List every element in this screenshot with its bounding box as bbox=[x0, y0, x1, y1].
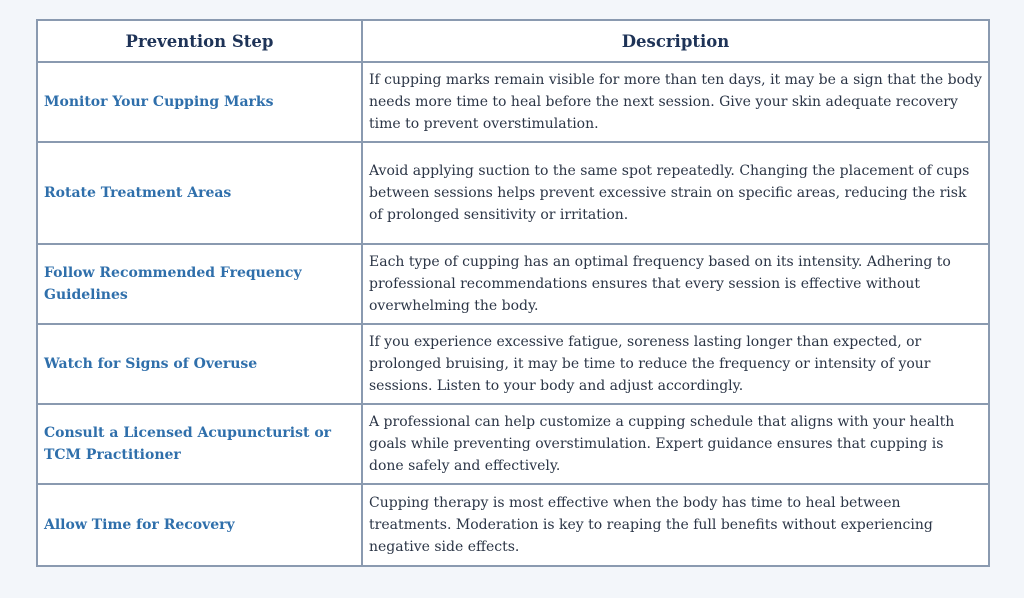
description-cell: If cupping marks remain visible for more than ten days, it may be a sign that the body needs more time to heal before the next session. Give your skin adequate recovery time to prevent overstimulation. bbox=[362, 62, 989, 142]
prevention-step-cell: Consult a Licensed Acupuncturist or TCM Practitioner bbox=[37, 404, 362, 484]
table-row bbox=[37, 244, 989, 324]
description-cell: Each type of cupping has an optimal frequency based on its intensity. Adhering to professional recommendations ensures that every session is effective without overwhelming the body. bbox=[362, 244, 989, 324]
prevention-step-cell: Allow Time for Recovery bbox=[37, 484, 362, 566]
prevention-step-cell: Rotate Treatment Areas bbox=[37, 142, 362, 244]
table-row bbox=[37, 484, 989, 566]
description-cell: Avoid applying suction to the same spot repeatedly. Changing the placement of cups between sessions helps prevent excessive strain on specific areas, reducing the risk of prolonged sensitivity or irritation. bbox=[362, 142, 989, 244]
table-header-row bbox=[37, 20, 989, 62]
table-row bbox=[37, 324, 989, 404]
prevention-step-cell: Watch for Signs of Overuse bbox=[37, 324, 362, 404]
header-description: Description bbox=[362, 20, 989, 62]
table-row bbox=[37, 404, 989, 484]
description-cell: If you experience excessive fatigue, soreness lasting longer than expected, or prolonged bruising, it may be time to reduce the frequency or intensity of your sessions. Listen to your body and adjust accordingly. bbox=[362, 324, 989, 404]
description-cell: A professional can help customize a cupping schedule that aligns with your health goals while preventing overstimulation. Expert guidance ensures that cupping is done safely and effectively. bbox=[362, 404, 989, 484]
prevention-table bbox=[36, 19, 990, 567]
table-row bbox=[37, 62, 989, 142]
prevention-step-cell: Follow Recommended Frequency Guidelines bbox=[37, 244, 362, 324]
header-prevention-step: Prevention Step bbox=[37, 20, 362, 62]
prevention-step-cell: Monitor Your Cupping Marks bbox=[37, 62, 362, 142]
table-row bbox=[37, 142, 989, 244]
description-cell: Cupping therapy is most effective when the body has time to heal between treatments. Moderation is key to reaping the full benefits without experiencing negative side effects. bbox=[362, 484, 989, 566]
prevention-table-container bbox=[36, 19, 988, 567]
